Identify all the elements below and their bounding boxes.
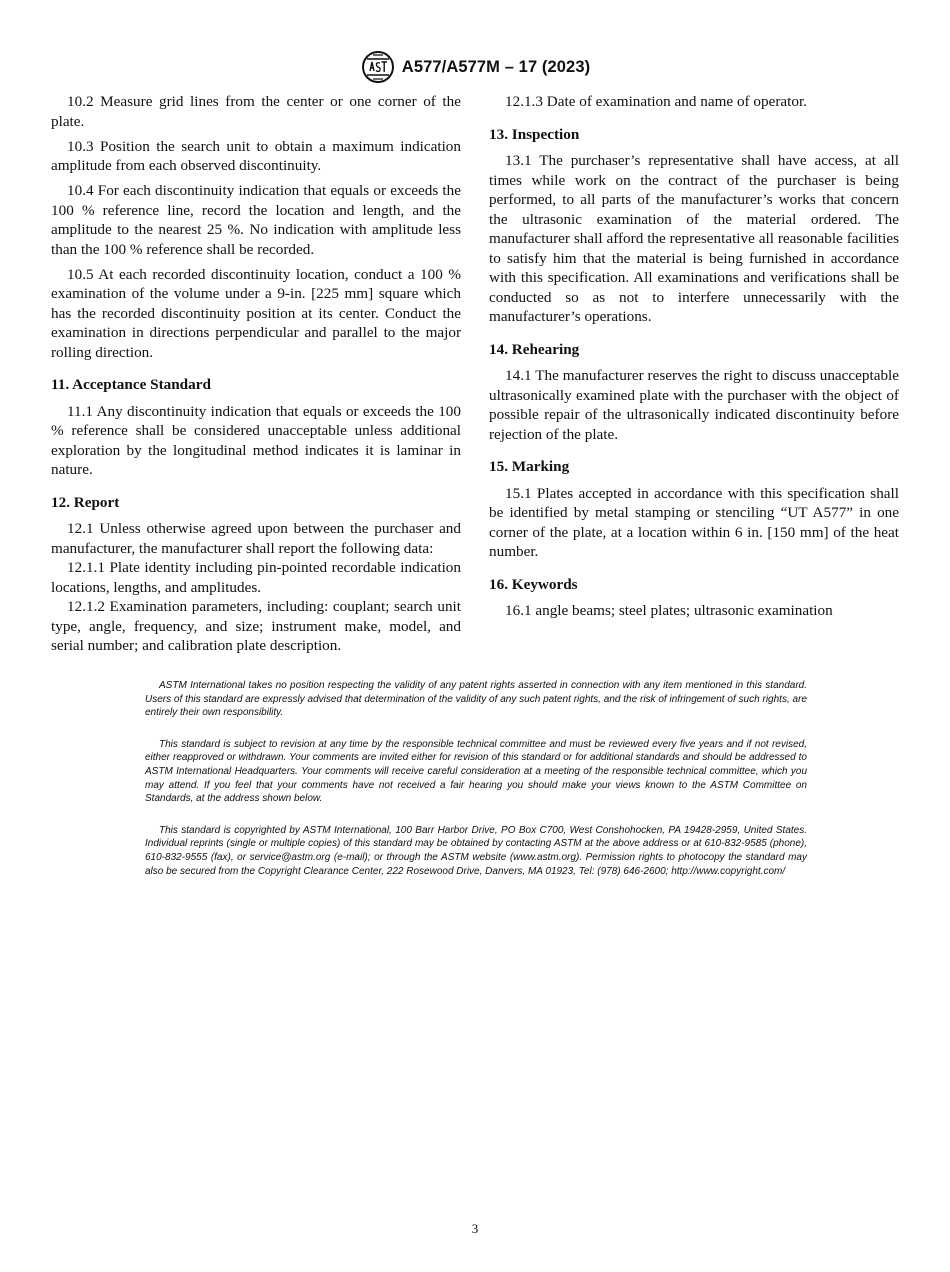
page-header [0,50,950,86]
copyright-notice: This standard is copyrighted by ASTM International, 100 Barr Harbor Drive, PO Box C700, West Conshohocken, PA 19428-2959, United States. Individual reprints (single or multiple copies) of this standard may be obtained by contacting ASTM at the above address or at 610-832-9585 (phone), 610-832-9555 (fax), or service@astm.org (e-mail); or through the ASTM website (www.astm.org). Permission rights to photocopy the standard may also be secured from the Copyright Clearance Center, 222 Rosewood Drive, Danvers, MA 01923, Tel: (978) 646-2600; http://www.copyright.com/ [145,824,807,877]
legal-notices [145,679,807,896]
paragraph-16-1: 16.1 angle beams; steel plates; ultrasonic examination [505,602,833,619]
paragraph-12-1-1: 12.1.1 Plate identity including pin-pointed recordable indication locations, lengths, and amplitudes. [51,559,461,596]
paragraph-10-3: 10.3 Position the search unit to obtain a maximum indication amplitude from each observed discontinuity. [51,137,461,174]
section-heading-keywords: 16. Keywords [489,575,578,593]
right-column [489,92,899,626]
paragraph-10-2: 10.2 Measure grid lines from the center or one corner of the plate. [51,93,461,130]
paragraph-14-1: 14.1 The manufacturer reserves the right to discuss unacceptable ultrasonically examined plate with the purchaser with the object of possible repair of the ultrasonically indicated discontinuity before rejection of the plate. [489,367,899,443]
paragraph-10-5: 10.5 At each recorded discontinuity location, conduct a 100 % examination of the volume under a 9-in. [225 mm] square which has the recorded discontinuity position at its center. Conduct the examination in directions perpendicular and parallel to the major rolling direction. [51,265,461,361]
page-number: 3 [471,1221,479,1236]
section-heading-rehearing: 14. Rehearing [489,340,580,358]
document-designation: A577/A577M – 17 (2023) [401,57,591,76]
patent-notice: ASTM International takes no position respecting the validity of any patent rights asserted in connection with any item mentioned in this standard. Users of this standard are expressly advised that determination of the validity of any such patent rights, and the risk of infringement of such rights, are entirely their own responsibility. [145,680,807,719]
section-heading-inspection: 13. Inspection [489,125,580,143]
paragraph-10-4: 10.4 For each discontinuity indication that equals or exceeds the 100 % reference line, record the location and length, and the amplitude to the nearest 25 %. No indication with amplitude less than the 100 % reference shall be recorded. [51,182,461,258]
left-column [51,92,461,656]
section-heading-marking: 15. Marking [489,458,570,475]
paragraph-11-1: 11.1 Any discontinuity indication that equals or exceeds the 100 % reference shall be considered unacceptable unless additional exploration by the longitudinal method indicates it is laminar in nature. [51,402,461,478]
astm-logo-icon [360,50,396,84]
section-heading-acceptance-standard: 11. Acceptance Standard [51,376,211,393]
paragraph-12-1-2: 12.1.2 Examination parameters, including: couplant; search unit type, angle, frequency, and size; instrument make, model, and serial number; and calibration plate description. [51,598,461,654]
paragraph-12-1: 12.1 Unless otherwise agreed upon between the purchaser and manufacturer, the manufacturer shall report the following data: [51,520,461,557]
revision-notice: This standard is subject to revision at any time by the responsible technical committee and must be reviewed every five years and if not revised, either reapproved or withdrawn. Your comments are invited either for revision of this standard or for additional standards and should be addressed to ASTM International Headquarters. Your comments will receive careful consideration at a meeting of the responsible technical committee, which you may attend. If you feel that your comments have not received a fair hearing you should make your views known to the ASTM Committee on Standards, at the address shown below. [145,738,807,805]
paragraph-15-1: 15.1 Plates accepted in accordance with this specification shall be identified by metal stamping or stenciling “UT A577” in one corner of the plate, at a location within 6 in. [150 mm] of the heat number. [489,484,899,560]
paragraph-13-1: 13.1 The purchaser’s representative shall have access, at all times while work on the contract of the purchaser is being performed, to all parts of the manufacturer’s works that concern the ultrasonic examination of the material ordered. The manufacturer shall afford the representative all reasonable facilities to satisfy him that the material is being furnished in accordance with this specification. All examinations and verifications shall be conducted so as not to interfere unnecessarily with the manufacturer’s operations. [489,152,899,325]
section-heading-report: 12. Report [51,493,120,511]
paragraph-12-1-3: 12.1.3 Date of examination and name of operator. [505,93,807,110]
